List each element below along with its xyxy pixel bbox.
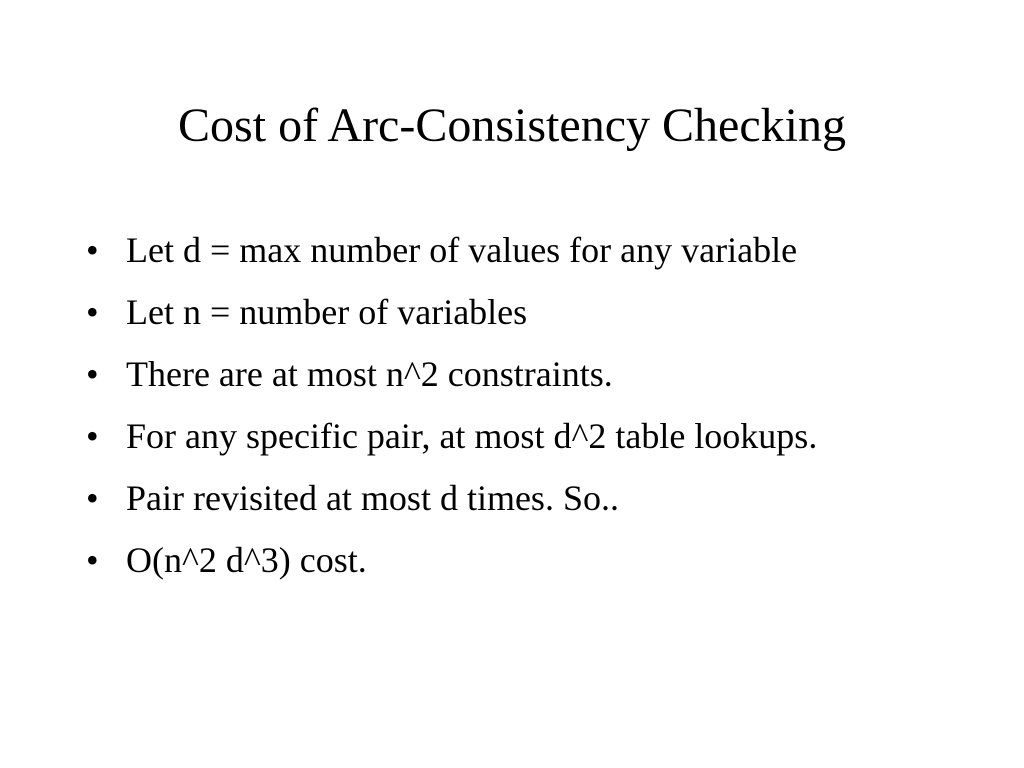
bullet-text: For any specific pair, at most d^2 table lookups. xyxy=(126,416,818,456)
bullet-text: Let n = number of variables xyxy=(126,292,528,332)
slide-title: Cost of Arc-Consistency Checking xyxy=(178,99,846,152)
bullet-icon: • xyxy=(86,354,99,394)
bullet-text: Pair revisited at most d times. So.. xyxy=(126,478,619,518)
bullet-icon: • xyxy=(86,478,99,518)
bullet-icon: • xyxy=(86,416,99,456)
bullet-item xyxy=(86,474,886,522)
bullet-item xyxy=(86,226,886,274)
bullet-text: O(n^2 d^3) cost. xyxy=(126,540,367,580)
bullet-text: There are at most n^2 constraints. xyxy=(126,354,613,394)
bullet-icon: • xyxy=(86,230,99,270)
bullet-item xyxy=(86,412,886,460)
bullet-item xyxy=(86,536,886,584)
bullet-list xyxy=(86,226,886,598)
bullet-icon: • xyxy=(86,292,99,332)
bullet-item xyxy=(86,288,886,336)
bullet-text: Let d = max number of values for any variable xyxy=(126,230,798,270)
bullet-item xyxy=(86,350,886,398)
bullet-icon: • xyxy=(86,540,99,580)
